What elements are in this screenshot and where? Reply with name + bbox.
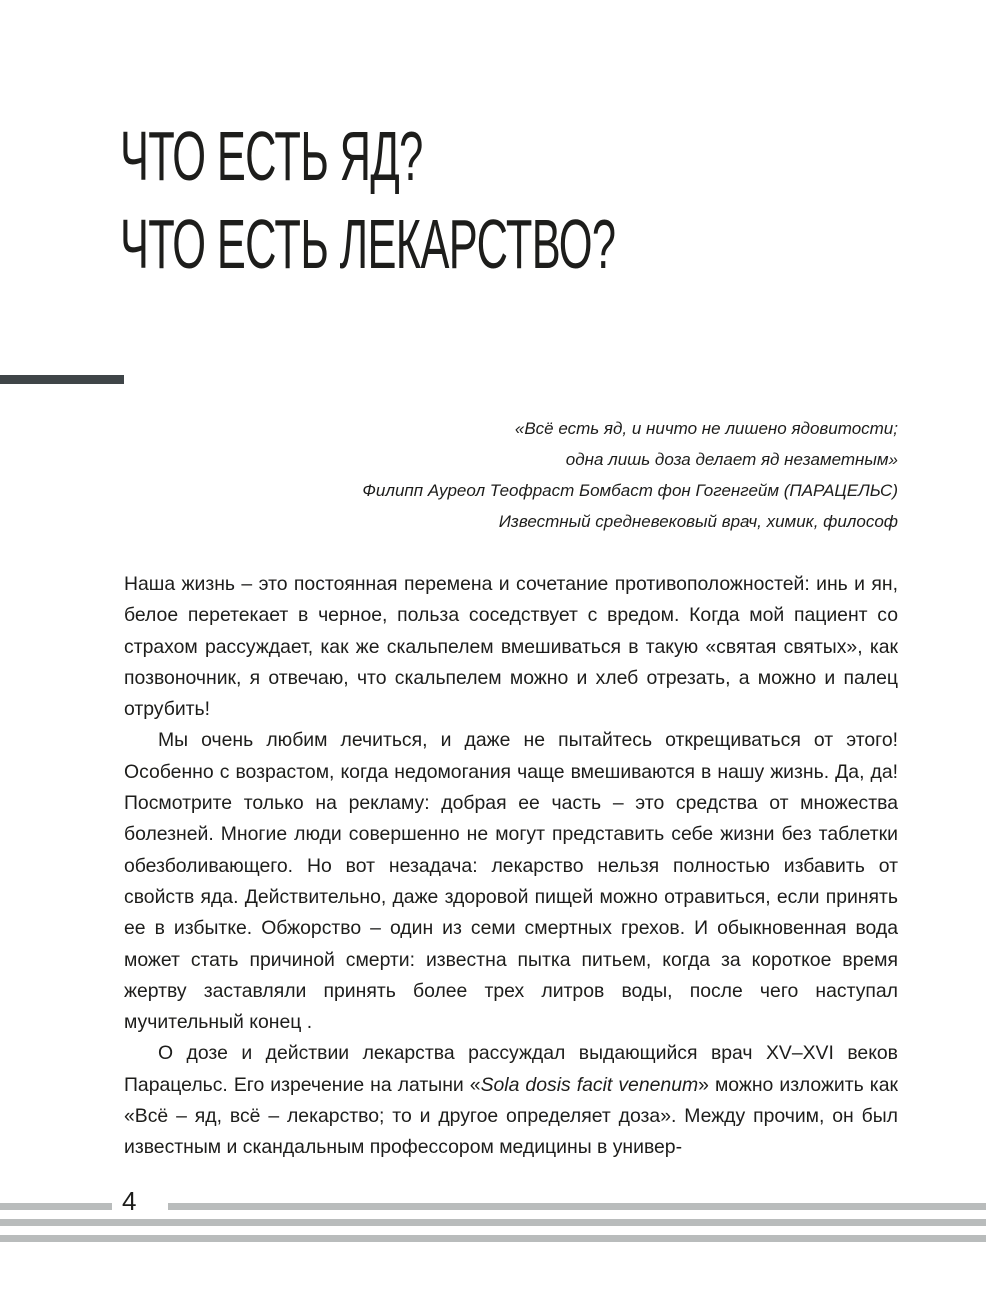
latin-quote: Sola dosis facit venenum <box>480 1073 699 1096</box>
footer-stripe-right <box>168 1203 986 1210</box>
body-text <box>124 569 898 1164</box>
page-number: 4 <box>122 1186 137 1216</box>
paragraph-2: Мы очень любим лечиться, и даже не пытайтесь открещиваться от этого! Особенно с возрастом, когда недомогания чаще вмешиваются в нашу жизнь. Да, да! Посмотрите только на рекламу: добрая ее часть – это средства от множества болезней. Многие люди совершенно не могут представить себе жизни без таблетки обезболивающего. Но вот незадача: лекарство нельзя полностью избавить от свойств яда. Действительно, даже здоровой пищей можно отравиться, если принять ее в избытке. Обжорство – один из семи смертных грехов. И обыкновенная вода может стать причиной смерти: известна пытка питьем, когда за короткое время жертву заставляли принять более трех литров воды, после чего наступал мучительный конец . <box>124 729 898 1034</box>
chapter-title-line-1: ЧТО ЕСТЬ ЯД? <box>120 117 423 195</box>
epigraph-quote-line-2: одна лишь доза делает яд незаметным» <box>565 450 898 469</box>
footer-stripe-middle <box>0 1219 986 1226</box>
paragraph-3-start: О дозе и действии лекарства рассуждал выдающийся врач XV–XVI веков Парацельс. Его изречение на латыни « <box>124 1042 898 1096</box>
epigraph-author-description: Известный средневековый врач, химик, философ <box>498 512 898 531</box>
epigraph <box>278 413 898 537</box>
chapter-title <box>120 112 615 288</box>
footer-stripe-left <box>0 1203 112 1210</box>
paragraph-3-end: » можно изложить как «Всё – яд, всё – лекарство; то и другое определяет доза». Между прочим, он был известным и скандальным профессором медицины в универ- <box>124 1073 898 1159</box>
paragraph-1: Наша жизнь – это постоянная перемена и сочетание противоположностей: инь и ян, белое перетекает в черное, польза соседствует с вредом. Когда мой пациент со страхом рассуждает, как же скальпелем вмешиваться в такую «святая святых», как позвоночник, я отвечаю, что скальпелем можно и хлеб отрезать, а можно и палец отрубить! <box>124 573 898 721</box>
chapter-title-line-2: ЧТО ЕСТЬ ЛЕКАРСТВО? <box>120 205 616 283</box>
epigraph-author: Филипп Ауреол Теофраст Бомбаст фон Гогенгейм (ПАРАЦЕЛЬС) <box>362 481 898 500</box>
paragraph-3 <box>124 1038 898 1163</box>
accent-bar <box>0 375 124 384</box>
epigraph-quote-line-1: «Всё есть яд, и ничто не лишено ядовитости; <box>514 419 898 438</box>
footer-stripe-bottom <box>0 1235 986 1242</box>
